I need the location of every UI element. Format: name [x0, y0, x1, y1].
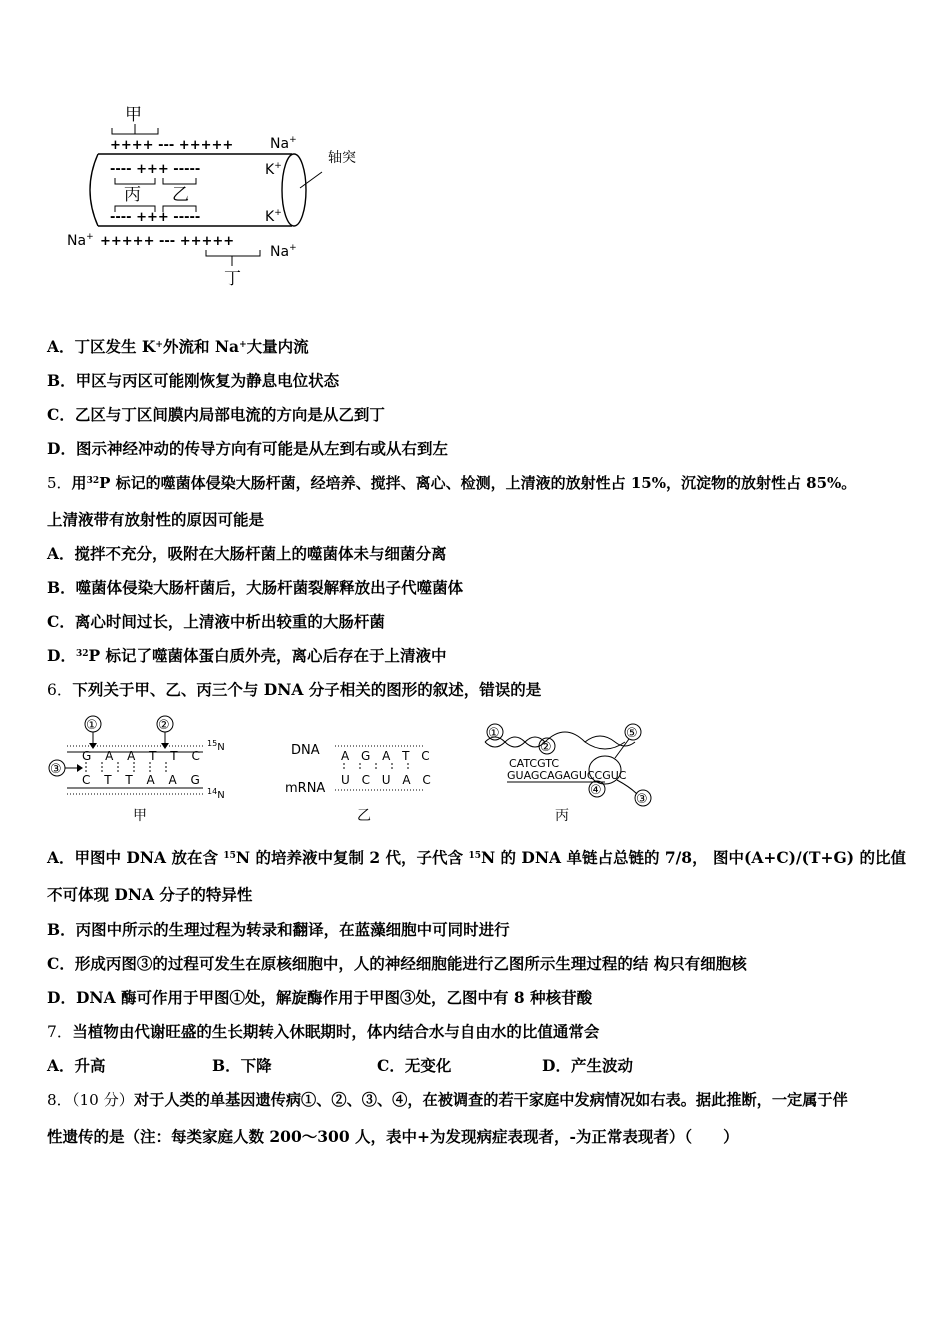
bottom-strand: C T T A A G: [82, 773, 205, 787]
dna-label: DNA: [291, 743, 320, 758]
question-number: 5．: [47, 474, 72, 492]
option-letter: A．: [47, 1056, 75, 1075]
option-text: 图示神经冲动的传导方向有可能是从左到右或从右到左: [75, 439, 448, 458]
q4-option-b: [47, 371, 339, 391]
q7-option-d: [542, 1056, 633, 1076]
mrna-sequence: U C U A C: [341, 773, 435, 787]
option-letter: D．: [542, 1056, 571, 1075]
stem-text: 当植物由代谢旺盛的生长期转入休眠期时，体内结合水与自由水的比值通常会: [72, 1022, 600, 1041]
caption-jia: 甲: [133, 808, 147, 824]
option-text: 下降: [240, 1056, 272, 1075]
option-letter: D．: [47, 646, 76, 665]
caption-bing: 丙: [555, 808, 569, 824]
dna-figures: [45, 712, 685, 827]
stem-text: 下列关于甲、乙、丙三个与 DNA 分子相关的图形的叙述，错误的是: [72, 680, 542, 699]
q5-option-c: [47, 612, 385, 632]
q4-option-c: [47, 405, 385, 425]
n14-label: $^{14}$N: [207, 787, 225, 801]
axon-diagram: [60, 100, 360, 295]
option-letter: A．: [47, 337, 75, 356]
question-number: 8．: [47, 1091, 72, 1109]
n15-label: $^{15}$N: [207, 739, 225, 753]
option-text: N 的培养液中复制 2 代，子代含: [235, 848, 469, 867]
q5-stem: [47, 473, 856, 493]
q5-option-b: [47, 578, 463, 598]
option-letter: C．: [47, 405, 75, 424]
option-text: 丁区发生 K: [74, 337, 156, 356]
q4-option-a: [47, 337, 309, 357]
option-text: 产生波动: [570, 1056, 633, 1075]
mark-1: ①: [86, 718, 98, 733]
option-text: 大量内流: [246, 337, 309, 356]
q6-option-a-line2: [47, 885, 252, 905]
charges-bot-inner: ---- +++ -----: [110, 210, 201, 225]
question-number: 7．: [47, 1023, 73, 1041]
figure-yi: [285, 743, 435, 824]
figure-bing: [485, 724, 651, 824]
ion-na-left: Na+: [67, 232, 94, 249]
q5-option-d: [47, 646, 447, 666]
option-text: 丙图中所示的生理过程为转录和翻译，在蓝藻细胞中可同时进行: [75, 920, 510, 939]
q6-stem: [47, 680, 541, 700]
option-letter: B．: [47, 920, 76, 939]
charges-top-outer: ++++ --- +++++: [110, 138, 234, 153]
option-text: 形成丙图③的过程可发生在原核细胞中，人的神经细胞能进行乙图所示生理过程的结 构只有细胞核: [74, 954, 747, 973]
option-letter: C．: [377, 1056, 405, 1075]
option-letter: D．: [47, 988, 76, 1007]
option-letter: B．: [47, 371, 76, 390]
mark-2: ②: [540, 740, 552, 755]
q7-option-b: [212, 1056, 377, 1076]
option-letter: C．: [47, 612, 75, 631]
mark-2: ②: [158, 718, 170, 733]
option-letter: B．: [47, 578, 76, 597]
top-strand: G A A T T C: [82, 749, 205, 763]
stem-text: 上清液带有放射性的原因可能是: [47, 510, 265, 529]
label-bing: 丙: [124, 185, 141, 205]
mark-4: ④: [590, 783, 602, 798]
q8-stem: [47, 1090, 848, 1110]
q8-stem-line2: [47, 1127, 739, 1147]
option-text: 乙区与丁区间膜内局部电流的方向是从乙到丁: [74, 405, 385, 424]
superscript: 32: [86, 476, 100, 486]
option-text: 不可体现 DNA 分子的特异性: [47, 885, 253, 904]
superscript: 15: [468, 851, 481, 861]
q6-option-a: [47, 848, 906, 868]
figure-jia: [49, 716, 225, 824]
stem-text: 用: [71, 474, 87, 492]
option-text: 离心时间过长，上清液中析出较重的大肠杆菌: [74, 612, 385, 631]
q6-option-b: [47, 920, 510, 940]
ion-na-top: Na+: [270, 135, 297, 152]
dna-segment: CATCGTC: [509, 757, 559, 770]
question-number: 6．: [47, 681, 73, 699]
stem-text: P 标记的噬菌体侵染大肠杆菌，经培养、搅拌、离心、检测，上清液的放射性占 15%，沉淀物的放射性占 85%。: [99, 474, 857, 492]
stem-text: 对于人类的单基因遗传病①、②、③、④，在被调查的若干家庭中发病情况如右表。据此推断，一定属于伴: [133, 1091, 848, 1109]
ion-na-right: Na+: [270, 243, 297, 260]
option-text: 搅拌不充分，吸附在大肠杆菌上的噬菌体未与细菌分离: [74, 544, 447, 563]
option-text: 甲区与丙区可能刚恢复为静息电位状态: [75, 371, 340, 390]
superscript: 15: [223, 851, 236, 861]
option-text: DNA 酶可作用于甲图①处，解旋酶作用于甲图③处，乙图中有 8 种核苷酸: [75, 988, 593, 1007]
mark-5: ⑤: [626, 726, 638, 741]
q7-option-c: [377, 1056, 542, 1076]
label-ding: 丁: [224, 269, 241, 289]
option-text: 升高: [74, 1056, 106, 1075]
q7-option-a: [47, 1056, 212, 1076]
q5-stem-line2: [47, 510, 264, 530]
option-letter: A．: [47, 544, 75, 563]
option-letter: D．: [47, 439, 76, 458]
q6-option-c: [47, 954, 747, 974]
superscript: 32: [75, 649, 89, 659]
option-text: P 标记了噬菌体蛋白质外壳，离心后存在于上清液中: [88, 646, 447, 665]
mark-3: ③: [50, 762, 62, 777]
stem-text: 性遗传的是（注：每类家庭人数 200～300 人，表中+为发现病症表现者，-为正常表现者）（ ）: [47, 1127, 739, 1146]
option-letter: B．: [212, 1056, 241, 1075]
label-axon: 轴突: [328, 150, 356, 166]
option-text: 甲图中 DNA 放在含: [74, 848, 224, 867]
charges-top-inner: ---- +++ -----: [110, 162, 201, 177]
q6-option-d: [47, 988, 592, 1008]
superscript: +: [155, 340, 163, 350]
ion-k-top: K+: [265, 161, 282, 178]
mrna-segment: GUAGCAGAGUCCGUC: [507, 769, 627, 782]
q7-stem: [47, 1022, 599, 1042]
option-letter: A．: [47, 848, 75, 867]
charges-bot-outer: +++++ --- +++++: [100, 234, 235, 249]
option-text: 无变化: [404, 1056, 452, 1075]
caption-yi: 乙: [357, 808, 371, 824]
option-text: N 的 DNA 单链占总链的 7/8， 图中(A+C)/(T+G) 的比值: [480, 848, 906, 867]
ion-k-bottom: K+: [265, 208, 282, 225]
mark-1: ①: [488, 726, 500, 741]
option-text: 噬菌体侵染大肠杆菌后，大肠杆菌裂解释放出子代噬菌体: [75, 578, 464, 597]
option-text: 外流和 Na: [162, 337, 240, 356]
q7-options: [47, 1056, 633, 1076]
score-label: （10 分）: [71, 1091, 134, 1109]
mrna-label: mRNA: [285, 781, 326, 796]
dna-sequence: A G A T C: [341, 749, 434, 763]
q5-option-a: [47, 544, 447, 564]
option-letter: C．: [47, 954, 75, 973]
q4-option-d: [47, 439, 448, 459]
superscript: +: [239, 340, 247, 350]
mark-3: ③: [636, 792, 648, 807]
label-yi: 乙: [172, 185, 189, 205]
label-jia: 甲: [125, 105, 142, 125]
